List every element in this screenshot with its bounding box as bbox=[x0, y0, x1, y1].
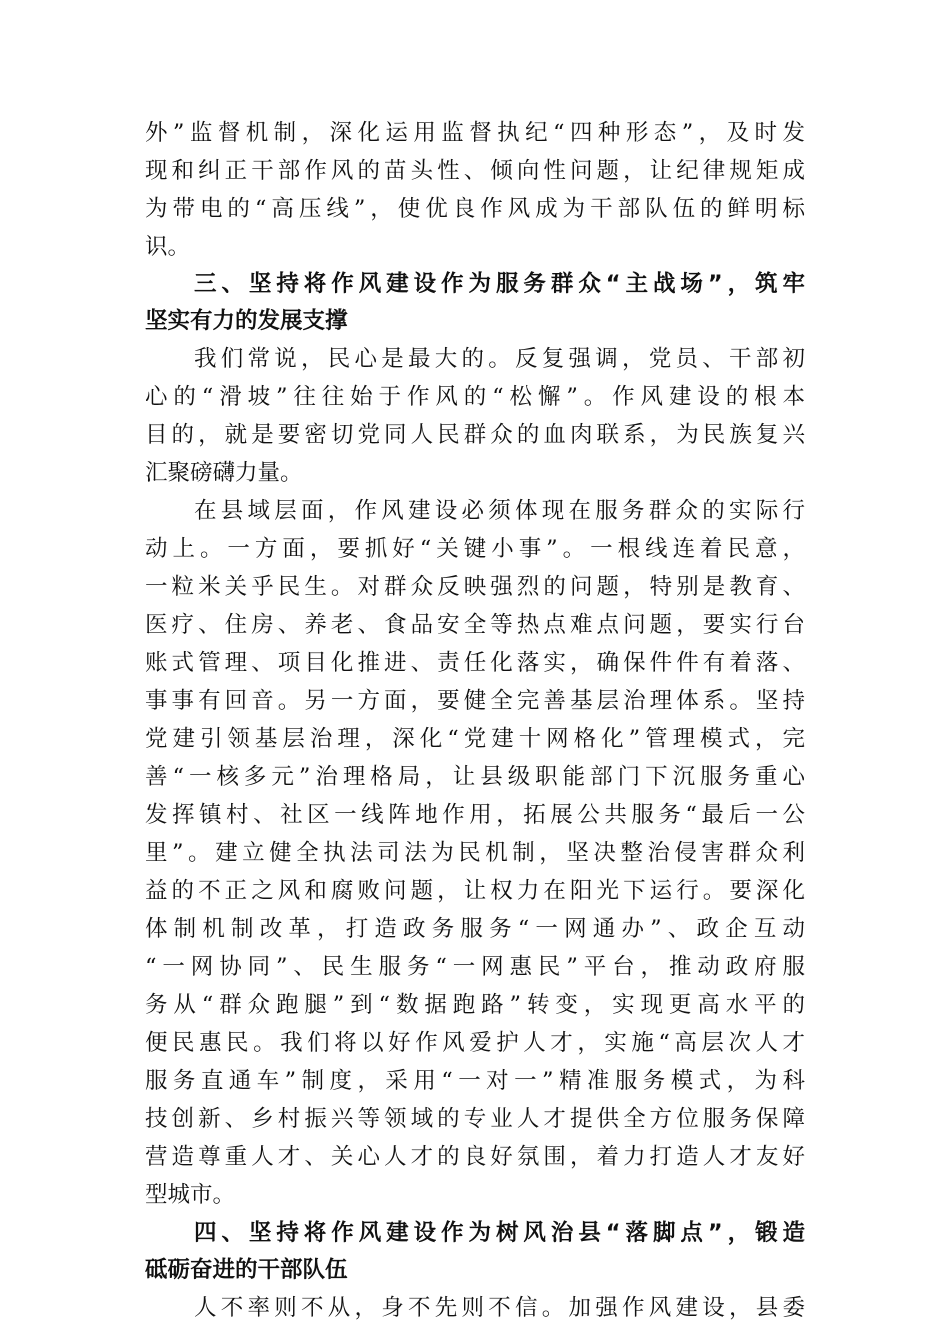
paragraph-line: 党建引领基层治理，深化“党建十网格化”管理模式，完 bbox=[145, 726, 805, 752]
paragraph-line: 账式管理、项目化推进、责任化落实，确保件件有着落、 bbox=[145, 650, 805, 676]
paragraph-line: 医疗、住房、养老、食品安全等热点难点问题，要实行台 bbox=[145, 612, 805, 638]
paragraph-line: 便民惠民。我们将以好作风爱护人才，实施“高层次人才 bbox=[145, 1030, 805, 1056]
paragraph-line: 益的不正之风和腐败问题，让权力在阳光下运行。要深化 bbox=[145, 878, 805, 904]
paragraph-line: “一网协同”、民生服务“一网惠民”平台，推动政府服 bbox=[145, 954, 805, 980]
paragraph-line: 汇聚磅礴力量。 bbox=[145, 460, 303, 486]
paragraph-line: 在县域层面，作风建设必须体现在服务群众的实际行 bbox=[194, 498, 805, 524]
section-heading-4-cont: 砥砺奋进的干部队伍 bbox=[145, 1257, 348, 1283]
paragraph-line: 识。 bbox=[145, 234, 191, 260]
paragraph-line: 发挥镇村、社区一线阵地作用，拓展公共服务“最后一公 bbox=[145, 802, 805, 828]
paragraph-line: 型城市。 bbox=[145, 1182, 236, 1208]
paragraph-line: 体制机制改革，打造政务服务“一网通办”、政企互动 bbox=[145, 916, 805, 942]
paragraph-line: 务从“群众跑腿”到“数据跑路”转变，实现更高水平的 bbox=[145, 992, 805, 1018]
paragraph-line: 服务直通车”制度，采用“一对一”精准服务模式，为科 bbox=[145, 1068, 805, 1094]
paragraph-line: 营造尊重人才、关心人才的良好氛围，着力打造人才友好 bbox=[145, 1144, 805, 1170]
section-heading-4: 四、坚持将作风建设作为树风治县“落脚点”，锻造 bbox=[194, 1220, 805, 1246]
paragraph-line: 一粒米关乎民生。对群众反映强烈的问题，特别是教育、 bbox=[145, 574, 805, 600]
paragraph-line: 外”监督机制，深化运用监督执纪“四种形态”，及时发 bbox=[145, 120, 805, 146]
paragraph-line: 善“一核多元”治理格局，让县级职能部门下沉服务重心 bbox=[145, 764, 805, 790]
paragraph-line: 技创新、乡村振兴等领域的专业人才提供全方位服务保障 bbox=[145, 1106, 805, 1132]
paragraph-line: 里”。建立健全执法司法为民机制，坚决整治侵害群众利 bbox=[145, 840, 805, 866]
paragraph-line: 目的，就是要密切党同人民群众的血肉联系，为民族复兴 bbox=[145, 422, 805, 448]
paragraph-line: 心的“滑坡”往往始于作风的“松懈”。作风建设的根本 bbox=[145, 384, 805, 410]
paragraph-line: 事事有回音。另一方面，要健全完善基层治理体系。坚持 bbox=[145, 688, 805, 714]
paragraph-line: 为带电的“高压线”，使优良作风成为干部队伍的鲜明标 bbox=[145, 196, 805, 222]
paragraph-line: 人不率则不从，身不先则不信。加强作风建设，县委 bbox=[194, 1295, 805, 1321]
paragraph-line: 动上。一方面，要抓好“关键小事”。一根线连着民意， bbox=[145, 536, 805, 562]
paragraph-line: 我们常说，民心是最大的。反复强调，党员、干部初 bbox=[194, 346, 805, 372]
paragraph-line: 现和纠正干部作风的苗头性、倾向性问题，让纪律规矩成 bbox=[145, 158, 805, 184]
section-heading-3: 三、坚持将作风建设作为服务群众“主战场”，筑牢 bbox=[194, 271, 805, 297]
section-heading-3-cont: 坚实有力的发展支撑 bbox=[145, 308, 348, 334]
